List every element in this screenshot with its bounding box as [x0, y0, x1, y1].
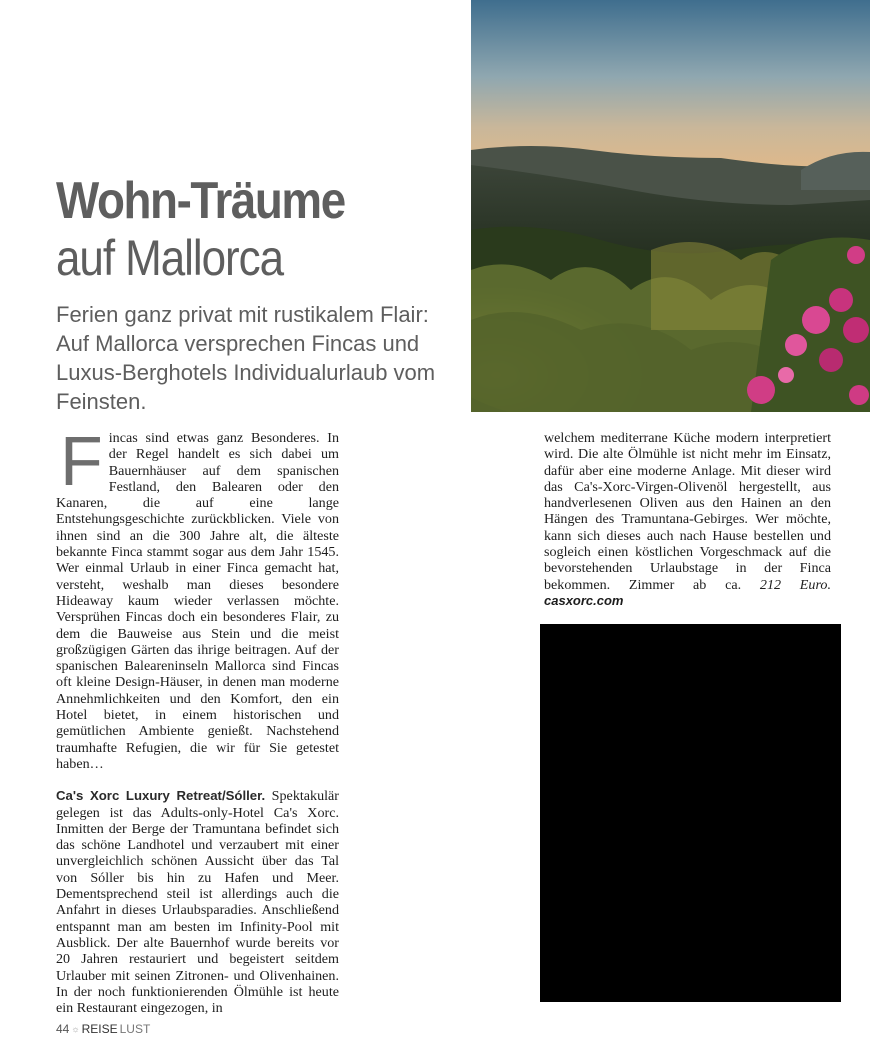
intro-text: incas sind etwas ganz Besonderes. In der Regel handelt es sich dabei um Bauernhäuser auf dem spanischen Festland, den Balearen oder den Kanaren, die auf eine lange Entstehungsgeschichte zurückblicken. Viele von ihnen sind an die 300 Jahre alt, die älteste bekannte Finca stammt sogar aus dem Jahr 1545. Wer einmal Urlaub in einer Finca gemacht hat, versteht, weshalb man dieses besondere Hideaway kaum wieder verlassen möchte. Versprühen Fincas doch ein besonderes Flair, zu dem die Bauweise aus Stein und die meist großzügigen Gärten das ihrige beitragen. Auf der spanischen Baleareninseln Mallorca sind Fincas oft kleine Design-Häuser, in denen man moderne Annehmlichkeiten und den Komfort, den ein Hotel bietet, in einem historischen und gemütlichen Ambiente genießt. Nachstehend traumhafte Refugien, die wir für Sie getestet haben…	[56, 430, 339, 772]
article-headline	[56, 172, 456, 286]
article-column-2	[544, 430, 831, 609]
hotel-url[interactable]: casxorc.com	[544, 592, 624, 608]
article-column-1	[56, 422, 339, 1017]
page-footer	[56, 1022, 150, 1036]
section-text: Spektakulär gelegen ist das Adults-only-Hotel Ca's Xorc. Inmitten der Berge der Tramuntana befindet sich das schöne Landhotel und verzaubert mit einer unvergleichlich schönen Aussicht über das Tal von Sóller bis hin zu Hafen und Meer. Dementsprechend steil ist allerdings auch die Anfahrt in dieses Urlaubsparadies. Anschließend entspannt man am besten im Infinity-Pool mit Ausblick. Der alte Bauernhof wurde bereits vor 20 Jahren restauriert und begeistert seitdem Urlauber mit seinen Zitronen- und Olivenhainen. In der noch funktionierenden Ölmühle ist heute ein Restaurant eingezogen, in	[56, 788, 339, 1017]
article-subtitle: Ferien ganz privat mit rustikalem Flair: Auf Mallorca versprechen Fincas und Luxus-Berghotels Individualurlaub vom Feinsten.	[56, 302, 436, 414]
headline-line-1: Wohn-Träume	[56, 172, 345, 230]
brand-lust: LUST	[119, 1022, 151, 1036]
drop-cap: F	[60, 422, 103, 500]
room-price: 212 Euro.	[759, 576, 831, 593]
section-lead: Ca's Xorc Luxury Retreat/Sóller.	[56, 788, 266, 804]
brand-reise: REISE	[81, 1022, 118, 1036]
hero-photo-mallorca-landscape	[471, 0, 870, 412]
redacted-image-block	[540, 624, 841, 1002]
continuation-text: welchem mediterrane Küche modern interpretiert wird. Die alte Ölmühle ist nicht mehr im Einsatz, dafür aber eine moderne Anlage. Mit dieser wird das Ca's-Xorc-Virgen-Olivenöl hergestellt, aus handverlesenen Oliven aus den Hainen an den Hängen des Tramuntana-Gebirges. Wer möchte, kann sich dieses auch nach Hause bestellen und sogleich einen köstlichen Vorgeschmack auf die bevorstehenden Urlaubstage in der Finca bekommen. Zimmer ab ca.	[544, 430, 831, 593]
sun-icon: ☼	[71, 1024, 80, 1034]
section-paragraph	[56, 788, 339, 1016]
continuation-paragraph	[544, 430, 831, 609]
headline-line-2: auf Mallorca	[56, 230, 283, 286]
intro-paragraph	[56, 422, 339, 772]
page-number: 44	[56, 1022, 70, 1036]
